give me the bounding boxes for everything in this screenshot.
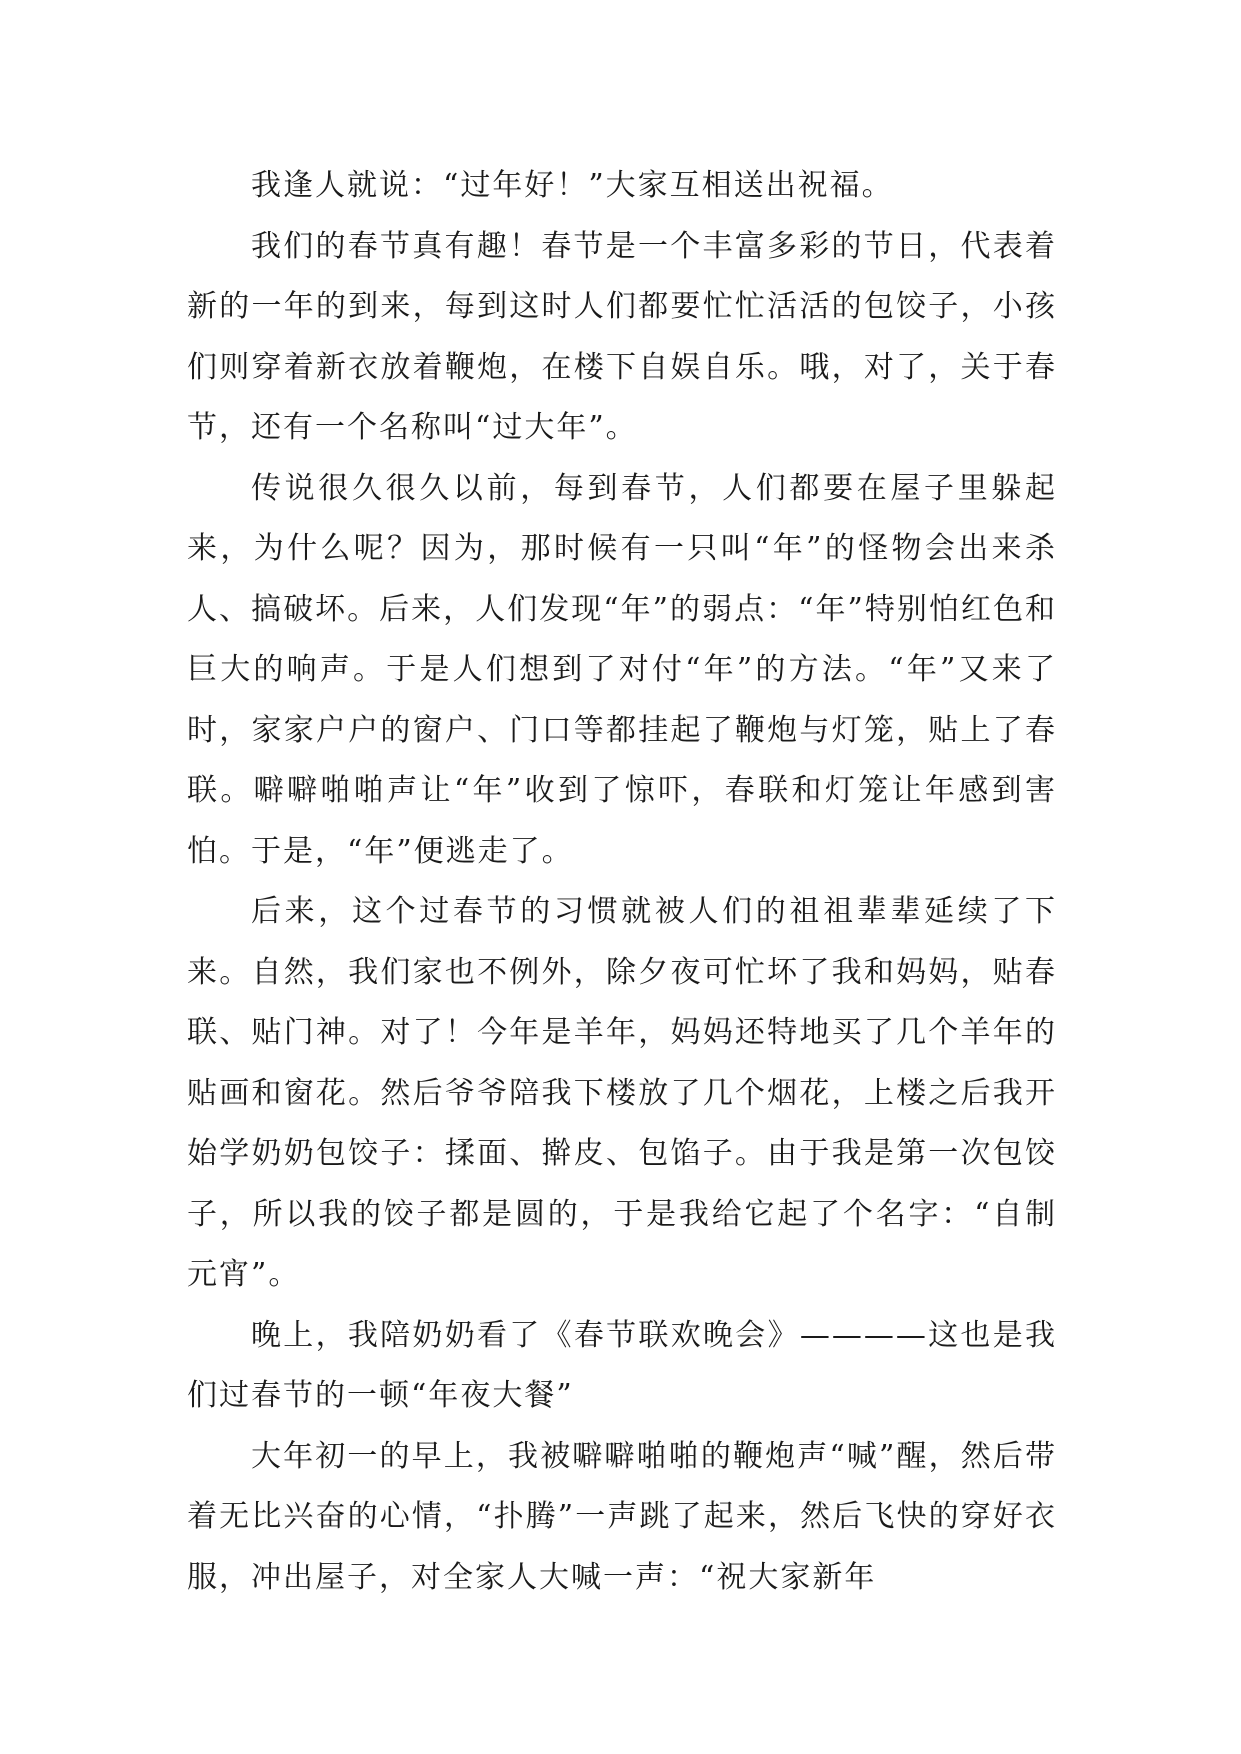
paragraph: 我们的春节真有趣！春节是一个丰富多彩的节日，代表着新的一年的到来，每到这时人们都要忙忙活活的包饺子，小孩们则穿着新衣放着鞭炮，在楼下自娱自乐。哦，对了，关于春节，还有一个名称叫“过大年”。	[187, 228, 1057, 445]
paragraph: 晚上，我陪奶奶看了《春节联欢晚会》————这也是我们过春节的一顿“年夜大餐”	[187, 1317, 1057, 1413]
paragraph: 传说很久很久以前，每到春节，人们都要在屋子里躲起来，为什么呢？因为，那时候有一只叫“年”的怪物会出来杀人、搞破坏。后来，人们发现“年”的弱点：“年”特别怕红色和巨大的响声。于是人们想到了对付“年”的方法。“年”又来了时，家家户户的窗户、门口等都挂起了鞭炮与灯笼，贴上了春联。噼噼啪啪声让“年”收到了惊吓，春联和灯笼让年感到害怕。于是，“年”便逃走了。	[187, 470, 1057, 869]
paragraph: 后来，这个过春节的习惯就被人们的祖祖辈辈延续了下来。自然，我们家也不例外，除夕夜可忙坏了我和妈妈，贴春联、贴门神。对了！今年是羊年，妈妈还特地买了几个羊年的贴画和窗花。然后爷爷陪我下楼放了几个烟花，上楼之后我开始学奶奶包饺子：揉面、擀皮、包馅子。由于我是第一次包饺子，所以我的饺子都是圆的，于是我给它起了个名字：“自制元宵”。	[187, 894, 1057, 1292]
paragraph: 大年初一的早上，我被噼噼啪啪的鞭炮声“喊”醒，然后带着无比兴奋的心情，“扑腾”一声跳了起来，然后飞快的穿好衣服，冲出屋子，对全家人大喊一声：“祝大家新年	[187, 1438, 1057, 1595]
paragraph: 我逢人就说：“过年好！”大家互相送出祝福。	[251, 168, 894, 203]
document-body	[187, 156, 1057, 1608]
